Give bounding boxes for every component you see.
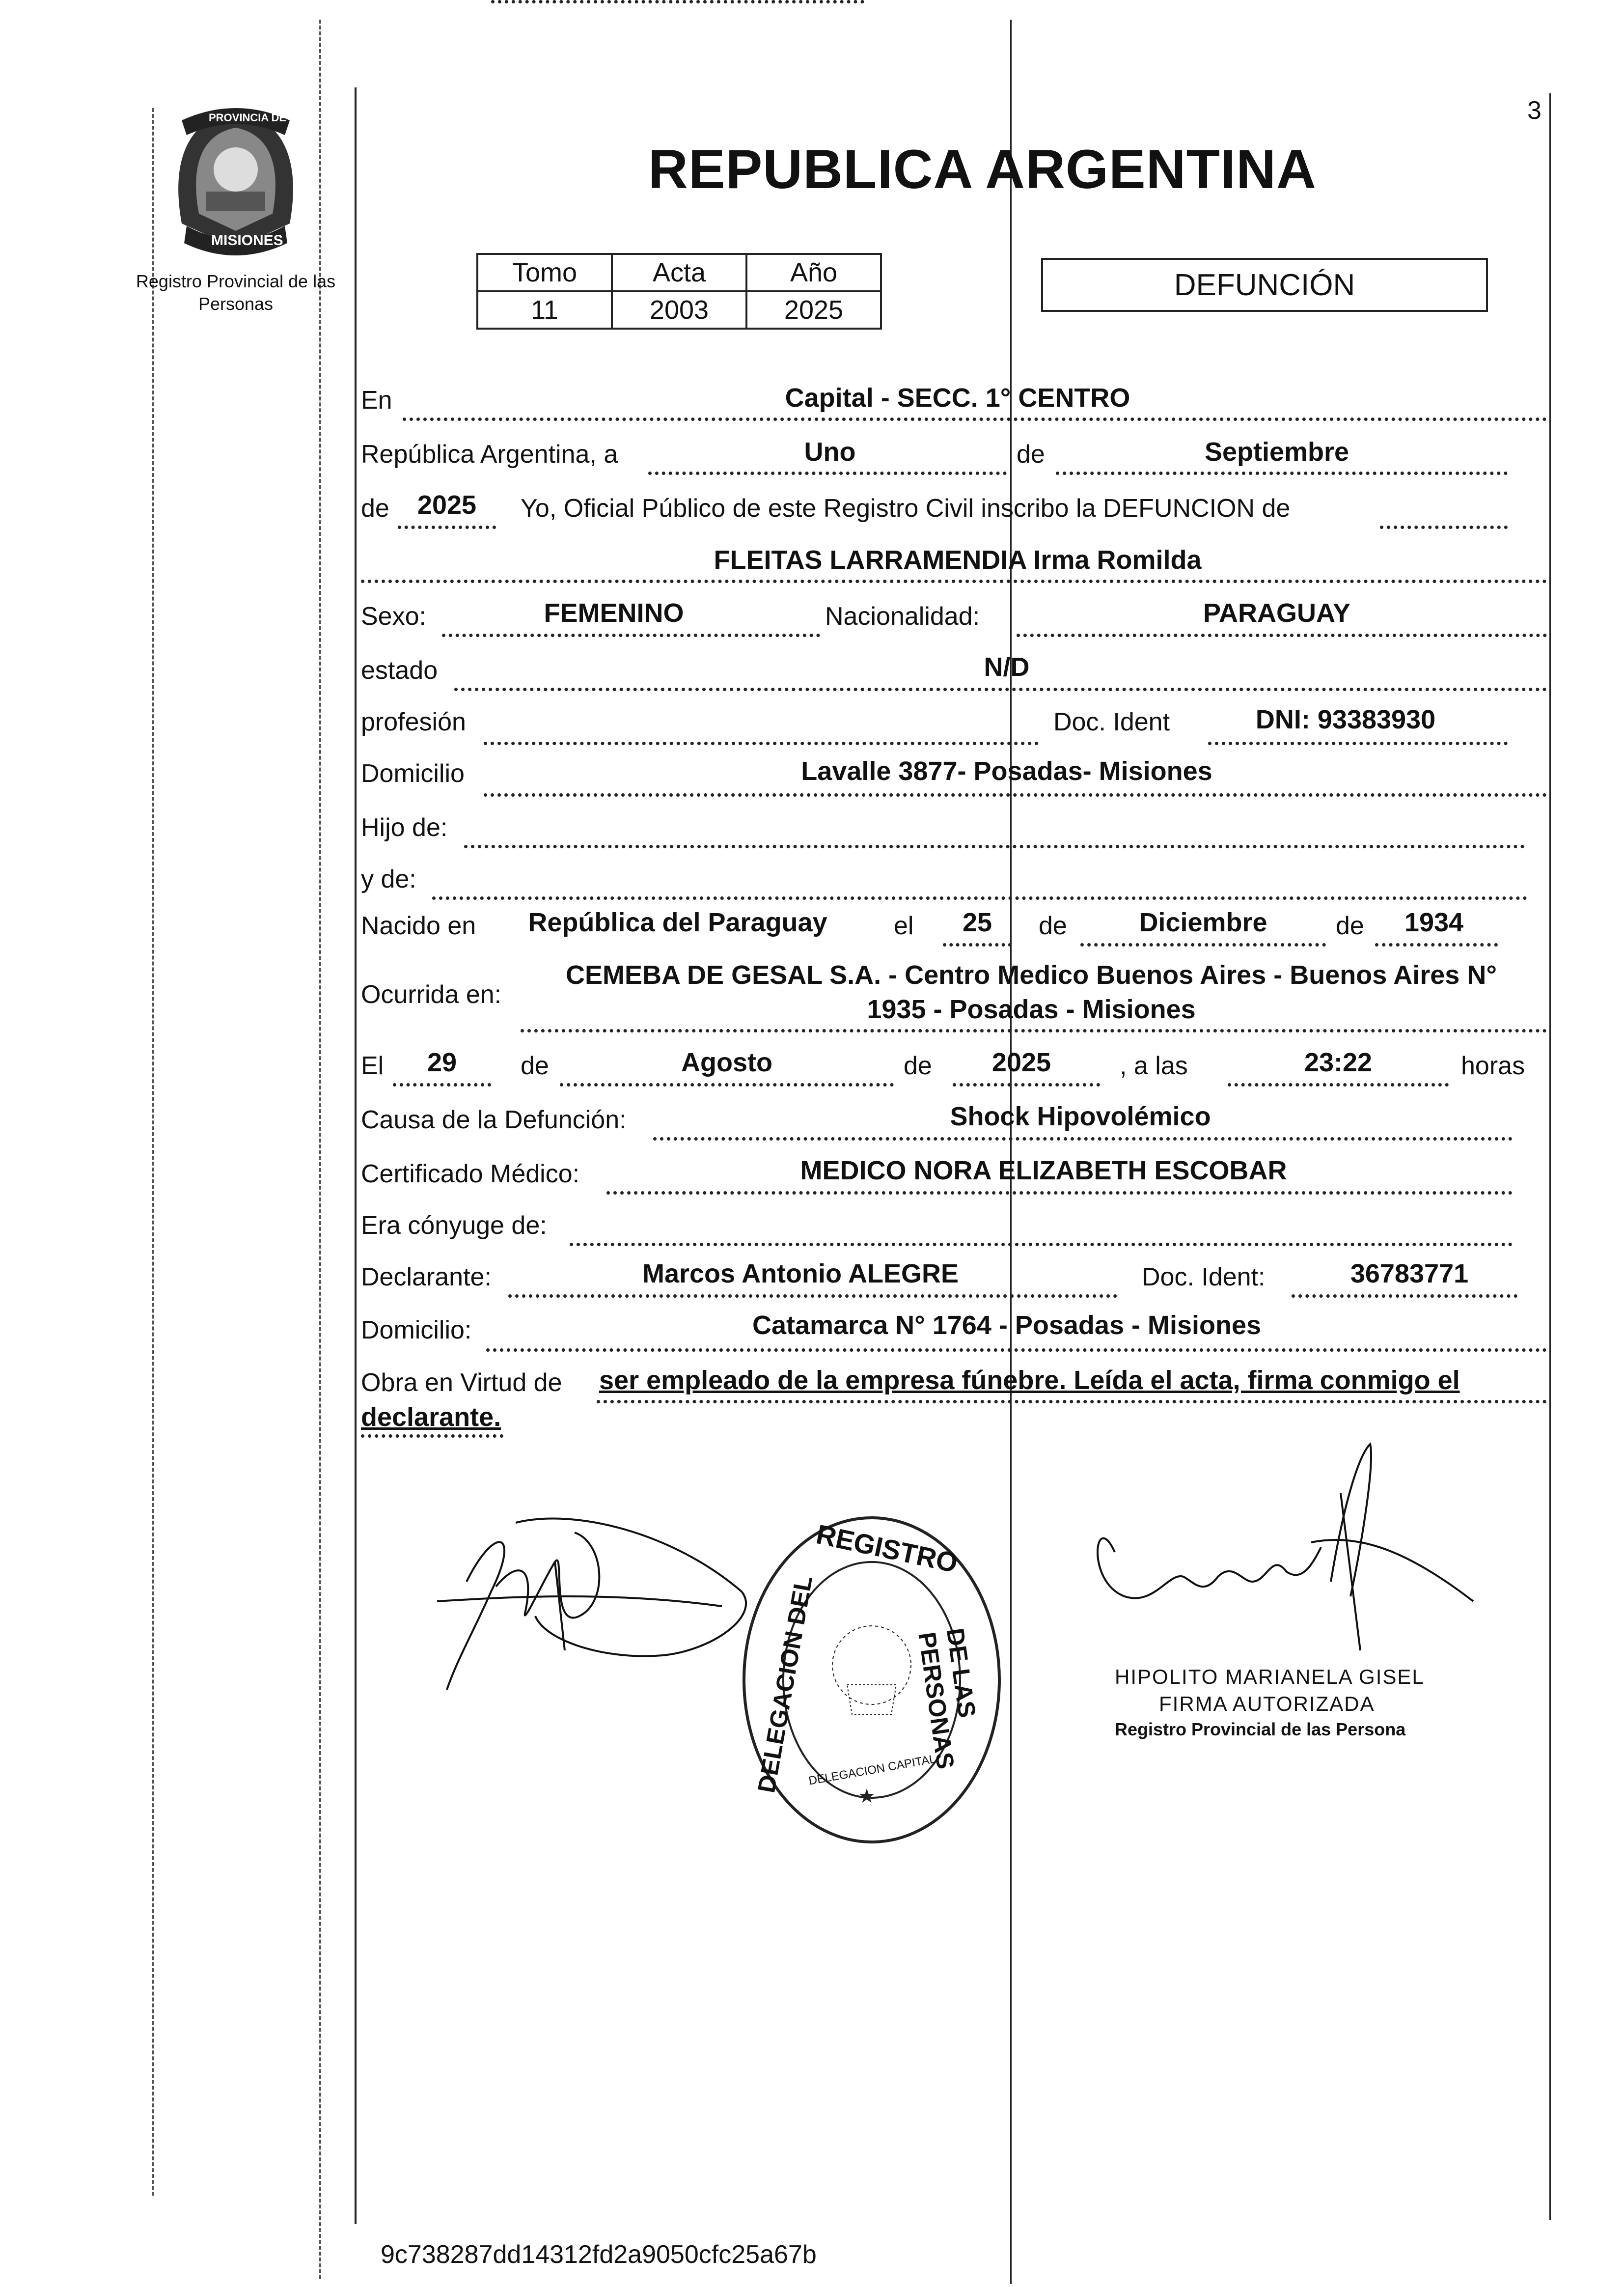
anio-value: 2025 [417,490,477,520]
nac-dia-dots [943,943,1012,947]
def-dia: 29 [427,1048,457,1077]
en-dots [403,418,1547,421]
seal-left-text: DELEGACION DEL [752,1573,818,1795]
domicilio2-label: Domicilio: [361,1316,472,1344]
acta-header: Acta [612,254,746,291]
seal-top-text: REGISTRO [813,1518,961,1579]
en-value: Capital - SECC. 1° CENTRO [785,383,1130,413]
hijo-dots [464,845,1525,848]
de-label: de [1017,440,1045,469]
left-border-line [355,87,357,2224]
doc-ident-dots [1208,742,1508,745]
ocurrida-line-1: CEMEBA DE GESAL S.A. - Centro Medico Buenos Aires - Buenos Aires N° [566,960,1497,990]
profesion-dots [484,742,1039,745]
nacido-label: Nacido en [361,912,476,940]
anio-header: Año [746,254,881,291]
dia-value: Uno [804,437,856,467]
footer-hash: 9c738287dd14312fd2a9050cfc25a67b [381,2240,817,2269]
sexo-value: FEMENINO [544,598,684,628]
yde-dots [432,896,1527,900]
seal-inner-text: DELEGACION CAPITAL [807,1752,937,1788]
declarante-value: Marcos Antonio ALEGRE [642,1259,959,1288]
conyuge-label: Era cónyuge de: [361,1211,547,1240]
page-title: REPUBLICA ARGENTINA [648,139,1317,200]
nac-de-label: de [1039,912,1067,940]
acta-value: 2003 [612,291,746,329]
profesion-label: profesión [361,708,466,736]
horas-label: horas [1461,1052,1525,1080]
decl-doc-dots [1292,1294,1517,1298]
inscribo-text: Yo, Oficial Público de este Registro Civil inscribo la DEFUNCION de [521,494,1291,523]
anio-dots [398,526,496,529]
nac-anio: 1934 [1404,908,1464,937]
def-mes: Agosto [681,1048,772,1077]
center-fold-line [1010,20,1012,2284]
seal-right-text: DE LAS PERSONAS [913,1626,981,1771]
obra-dots-2 [361,1434,503,1438]
nombre-dots [361,580,1547,583]
def-anio: 2025 [991,1048,1051,1077]
nacionalidad-dots [1017,634,1547,637]
inscribo-dots [1380,526,1508,529]
ocurrida-label: Ocurrida en: [361,980,502,1009]
hijo-label: Hijo de: [361,813,448,842]
dia-dots [648,472,1007,475]
causa-value: Shock Hipovolémico [950,1102,1211,1131]
obra-label: Obra en Virtud de [361,1368,562,1397]
domicilio2-value: Catamarca N° 1764 - Posadas - Misiones [752,1311,1262,1340]
margin-dashes-2 [319,20,321,2279]
estado-value: N/D [984,652,1030,682]
obra-value-2: declarante. [361,1402,501,1432]
doc-ident-value: DNI: 93383930 [1255,705,1436,734]
declarante-dots [508,1294,1117,1298]
margin-dashes-1 [152,108,154,2196]
mes-value: Septiembre [1204,437,1349,467]
domicilio2-dots [486,1348,1547,1352]
def-hora: 23:22 [1304,1048,1373,1077]
registry-name: Registro Provincial de las Personas [136,271,336,314]
declarante-label: Declarante: [361,1263,492,1291]
emblem-bottom-text: MISIONES [211,232,283,249]
domicilio-dots [484,793,1547,797]
tomo-acta-anio-table [476,253,882,330]
official-registry: Registro Provincial de las Persona [1115,1719,1406,1739]
act-type: DEFUNCIÓN [1174,268,1355,302]
certificado-dots [606,1191,1513,1195]
ocurrida-line-2: 1935 - Posadas - Misiones [867,995,1196,1024]
doc-ident-label: Doc. Ident [1053,708,1170,736]
deceased-name: FLEITAS LARRAMENDIA Irma Romilda [714,545,1202,575]
def-dia-dots [393,1083,491,1087]
nac-anio-dots [1375,943,1498,947]
official-role: FIRMA AUTORIZADA [1159,1692,1375,1715]
anio-value: 2025 [746,291,881,329]
nacido-lugar-dots [491,0,864,3]
nac-mes: Diciembre [1139,908,1267,937]
causa-label: Causa de la Defunción: [361,1106,627,1134]
obra-dots [597,1400,1547,1403]
republica-label: República Argentina, a [361,440,618,469]
registry-seal [734,1508,1009,1852]
certificado-label: Certificado Médico: [361,1160,580,1188]
def-mes-dots [560,1083,894,1087]
emblem-top-text: PROVINCIA DE [209,112,287,124]
declarant-signature [417,1503,771,1709]
nac-mes-dots [1080,943,1326,947]
conyuge-dots [570,1243,1513,1246]
alas-label: , a las [1120,1052,1188,1080]
def-anio-dots [953,1083,1100,1087]
nac-dia: 25 [962,908,992,937]
def-de2-label: de [904,1052,932,1080]
nac-de2-label: de [1336,912,1364,940]
act-type-box [1041,258,1488,312]
sexo-label: Sexo: [361,602,426,631]
causa-dots [653,1137,1513,1141]
de2-label: de [361,494,389,523]
tomo-header: Tomo [477,254,612,291]
nacido-lugar: República del Paraguay [528,908,827,937]
official-name: HIPOLITO MARIANELA GISEL [1115,1665,1425,1688]
tomo-value: 11 [477,291,612,329]
nacionalidad-value: PARAGUAY [1203,598,1351,628]
ocurrida-dots [521,1029,1547,1032]
el2-label: El [361,1052,384,1080]
page-number: 3 [1527,96,1541,125]
el-label: el [894,912,914,940]
def-hora-dots [1228,1083,1449,1087]
domicilio-value: Lavalle 3877- Posadas- Misiones [801,756,1212,786]
nacionalidad-label: Nacionalidad: [825,602,980,631]
estado-label: estado [361,656,438,685]
def-de-label: de [521,1052,549,1080]
misiones-emblem [162,101,309,258]
mes-dots [1056,472,1508,475]
en-label: En [361,386,392,415]
domicilio-label: Domicilio [361,759,465,788]
yde-label: y de: [361,865,416,893]
decl-doc-label: Doc. Ident: [1142,1263,1266,1291]
estado-dots [454,688,1547,691]
certificado-value: MEDICO NORA ELIZABETH ESCOBAR [800,1156,1287,1185]
decl-doc-value: 36783771 [1350,1259,1469,1288]
sexo-dots [442,634,820,637]
svg-text:★: ★ [858,1785,876,1807]
obra-value-1: ser empleado de la empresa fúnebre. Leída el acta, firma conmigo el [599,1366,1460,1395]
right-border-line [1549,93,1551,2220]
